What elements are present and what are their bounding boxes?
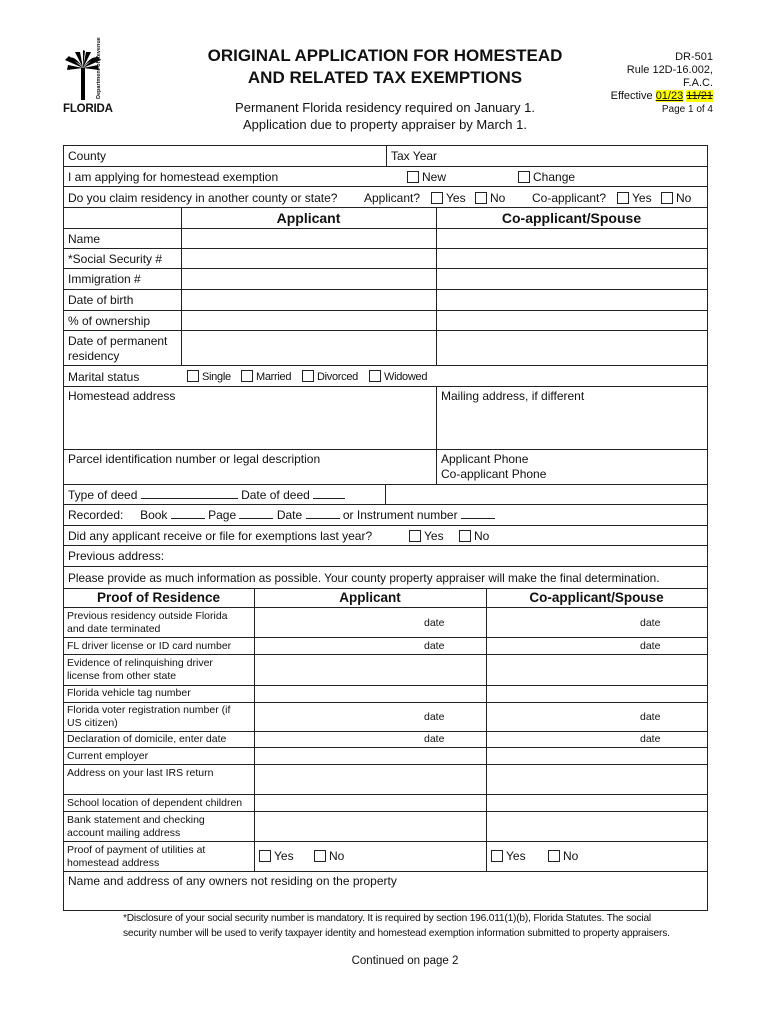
previous-address-field[interactable] [170,547,705,565]
applicant-dob-field[interactable] [183,290,435,308]
florida-logo [63,37,113,118]
applicant-prev-residency-date-label: date [424,617,445,629]
proof-note: Please provide as much information as possible. Your county property appraiser will make the final determination. [68,571,660,585]
page-number: Page 1 of 4 [661,104,713,115]
applicant-ssn-field[interactable] [183,249,435,267]
yes-label: Yes [446,191,466,205]
proof-row-prev-residency-2: and date terminated [67,623,161,635]
claim-residency-label: Do you claim residency in another county or state? [68,191,338,205]
date-field[interactable] [306,508,340,519]
type-of-deed-field[interactable] [141,488,238,499]
prior-exempt-yes-checkbox[interactable] [409,530,421,542]
continued-note: Continued on page 2 [351,955,459,967]
book-field[interactable] [171,508,205,519]
proof-applicant-heading: Applicant [339,590,401,605]
county-field[interactable] [112,147,384,165]
proof-heading: Proof of Residence [96,590,221,605]
yes-label: Yes [424,529,444,543]
no-label: No [329,849,345,863]
parcel-label: Parcel identification number or legal description [68,452,321,466]
proof-row-voter-1: Florida voter registration number (if [67,704,231,716]
form-rule: Rule 12D-16.002, [626,64,713,76]
previous-address-label: Previous address: [68,549,165,563]
coapplicant-residency-no-checkbox[interactable] [661,192,673,204]
proof-row-utilities-1: Proof of payment of utilities at [67,844,206,856]
form-id: DR-501 [675,51,713,63]
effective-label: Effective [610,90,653,102]
proof-row-bank-1: Bank statement and checking [67,814,205,826]
applying-label: I am applying for homestead exemption [68,170,279,184]
perm-residency-label-1: Date of permanent [68,334,168,348]
applicant-residency-yes [431,191,466,205]
divorced-label: Divorced [317,371,359,383]
prior-exempt-label: Did any applicant receive or file for exemptions last year? [68,529,373,543]
recorded-row [68,508,495,522]
no-label: No [490,191,506,205]
coapplicant-heading: Co-applicant/Spouse [501,210,642,226]
proof-row-utilities-2: homestead address [67,857,160,869]
marital-divorced [302,370,358,384]
coapplicant-residency-yes [617,191,652,205]
proof-row-relinquish-2: license from other state [67,670,177,682]
single-label: Single [202,371,231,383]
effective-new-date: 01/23 [655,90,684,102]
no-label: No [563,849,579,863]
change-option [518,170,575,184]
coapplicant-phone-label: Co-applicant Phone [441,467,547,481]
yes-label: Yes [506,849,526,863]
coapplicant-name-field[interactable] [438,229,706,247]
proof-row-prev-residency-1: Previous residency outside Florida [67,610,228,622]
name-label: Name [68,232,101,246]
coapplicant-ssn-field[interactable] [438,249,706,267]
type-of-deed-label: Type of deed [68,488,138,502]
date-of-deed-field[interactable] [313,488,345,499]
perm-residency-label-2: residency [68,349,120,363]
married-label: Married [256,371,292,383]
coapplicant-utilities-no [548,849,578,863]
marital-single [187,370,231,384]
proof-row-vehicle-tag: Florida vehicle tag number [67,687,191,699]
coapplicant-dl-date-label: date [640,640,661,652]
logo-vertical-text: Department of Revenue [96,37,102,99]
coapplicant-utilities-no-checkbox[interactable] [548,850,560,862]
applicant-dl-date-label: date [424,640,445,652]
immigration-label: Immigration # [68,272,141,286]
mailing-address-label: Mailing address, if different [441,389,585,403]
yes-label: Yes [274,849,294,863]
deed-row [68,488,345,502]
subtitle-due-date: Application due to property appraiser by March 1. [243,117,527,132]
applicant-perm-residency-field[interactable] [183,331,435,364]
mailing-address-field[interactable] [438,403,706,447]
form-title-line2: AND RELATED TAX EXEMPTIONS [247,68,523,87]
applicant-phone-label: Applicant Phone [441,452,529,466]
applicant-residency-no-checkbox[interactable] [475,192,487,204]
recorded-label: Recorded: [68,508,124,522]
subtitle-residency: Permanent Florida residency required on January 1. [235,100,535,115]
marital-married [241,370,291,384]
dob-label: Date of birth [68,293,134,307]
marital-widowed [369,370,427,384]
effective-old-date: 11/21 [686,90,713,102]
coapplicant-dob-field[interactable] [438,290,706,308]
change-checkbox[interactable] [518,171,530,183]
applicant-utilities-yes [259,849,294,863]
ssn-label: *Social Security # [68,252,163,266]
applicant-utilities-no [314,849,344,863]
owners-field[interactable] [66,889,706,909]
applicant-residency-no [475,191,505,205]
yes-label: Yes [632,191,652,205]
single-checkbox[interactable] [187,370,199,382]
new-label: New [422,170,447,184]
applicant-utilities-yes-checkbox[interactable] [259,850,271,862]
homestead-address-label: Homestead address [68,389,176,403]
coapplicant-residency-yes-checkbox[interactable] [617,192,629,204]
applicant-residency-yes-checkbox[interactable] [431,192,443,204]
tax-year-label: Tax Year [391,149,438,163]
effective-date [580,89,713,103]
applicant-ownership-field[interactable] [183,311,435,329]
proof-coapplicant-heading: Co-applicant/Spouse [529,590,664,605]
proof-row-domicile: Declaration of domicile, enter date [67,733,227,745]
date-label: Date [276,508,303,522]
proof-row-irs: Address on your last IRS return [67,767,214,779]
coapplicant-utilities-yes [491,849,526,863]
prior-exempt-no [459,529,489,543]
coapplicant-immigration-field[interactable] [438,269,706,287]
homestead-address-field[interactable] [66,403,434,447]
applicant-domicile-date-label: date [424,733,445,745]
applicant-immigration-field[interactable] [183,269,435,287]
instrument-field[interactable] [461,508,495,519]
form-fac: F.A.C. [683,77,713,89]
ownership-label: % of ownership [68,314,151,328]
ssn-disclosure-1: *Disclosure of your social security number is mandatory. It is required by section 196.011(1)(b), Florida Statutes. The social [123,913,651,924]
coapplicant-ownership-field[interactable] [438,311,706,329]
applicant-heading: Applicant [276,210,341,226]
page-label: Page [208,508,237,522]
page-field[interactable] [239,508,273,519]
proof-row-bank-2: account mailing address [67,827,181,839]
new-checkbox[interactable] [407,171,419,183]
change-label: Change [533,170,576,184]
instrument-label: or Instrument number [342,508,458,522]
widowed-label: Widowed [384,371,428,383]
no-label: No [474,529,490,543]
prior-exempt-yes [409,529,444,543]
proof-row-voter-2: US citizen) [67,717,118,729]
book-label: Book [140,508,168,522]
coapplicant-perm-residency-field[interactable] [438,331,706,364]
coapplicant-question-label: Co-applicant? [532,191,607,205]
applicant-voter-date-label: date [424,711,445,723]
form-title-line1: ORIGINAL APPLICATION FOR HOMESTEAD [207,46,563,65]
tax-year-field[interactable] [445,147,705,165]
logo-text: FLORIDA [63,103,113,115]
coapplicant-domicile-date-label: date [640,733,661,745]
county-label: County [68,149,107,163]
new-option [407,170,446,184]
proof-row-employer: Current employer [67,750,149,762]
owners-label: Name and address of any owners not residing on the property [68,874,397,888]
applicant-name-field[interactable] [183,229,435,247]
applicant-utilities-no-checkbox[interactable] [314,850,326,862]
parcel-field[interactable] [66,466,434,483]
prior-exempt-no-checkbox[interactable] [459,530,471,542]
proof-row-relinquish-1: Evidence of relinquishing driver [67,657,213,669]
marital-status-label: Marital status [68,370,140,384]
married-checkbox[interactable] [241,370,253,382]
no-label: No [676,191,692,205]
divorced-checkbox[interactable] [302,370,314,382]
coapplicant-prev-residency-date-label: date [640,617,661,629]
coapplicant-voter-date-label: date [640,711,661,723]
widowed-checkbox[interactable] [369,370,381,382]
applicant-question-label: Applicant? [364,191,421,205]
proof-row-school: School location of dependent children [67,797,243,809]
proof-row-driver-license: FL driver license or ID card number [67,640,232,652]
coapplicant-residency-no [661,191,691,205]
ssn-disclosure-2: security number will be used to verify taxpayer identity and homestead exemption information submitted to property appraisers. [123,928,670,939]
coapplicant-utilities-yes-checkbox[interactable] [491,850,503,862]
date-of-deed-label: Date of deed [241,488,310,502]
